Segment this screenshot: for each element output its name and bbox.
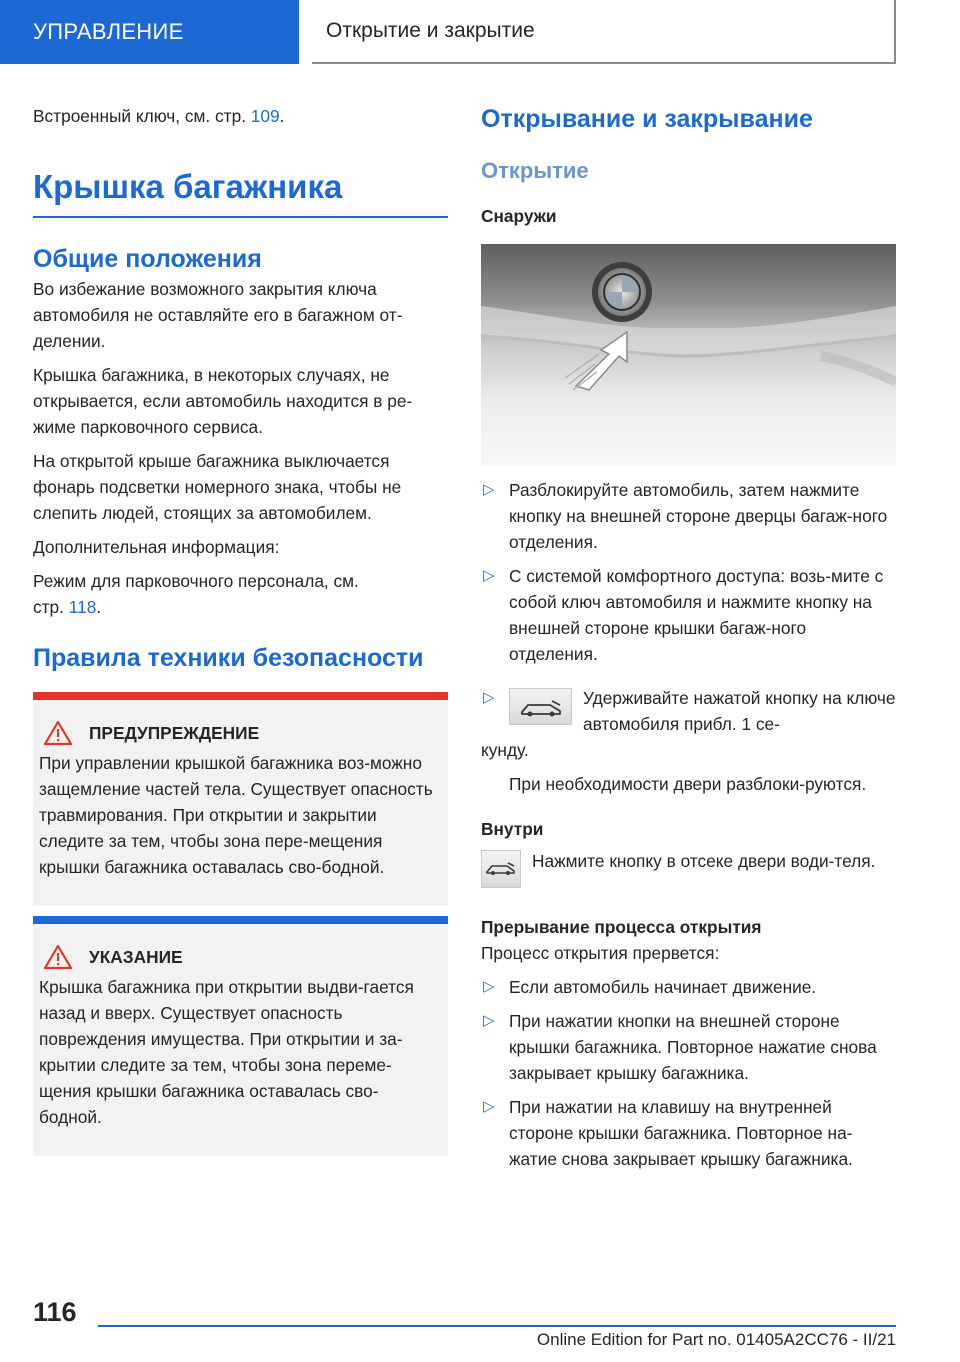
intro-paragraph xyxy=(33,103,448,129)
outside-steps-list xyxy=(481,477,896,797)
page-title: Крышка багажника xyxy=(33,168,343,205)
key-step-cont: кунду. xyxy=(481,740,529,760)
notice-title: УКАЗАНИЕ xyxy=(89,947,183,967)
step-text: Разблокируйте автомобиль, затем нажмите кнопку на внешней стороне дверцы багаж-ного отделения. xyxy=(509,480,888,552)
warning-text: При управлении крышкой багажника воз-можно защемление частей тела. Существует опасность травмирования. При открытии и закрытии следите за тем, чтобы зона пере-мещения крышки багажника оставалась сво-бодной. xyxy=(39,753,433,877)
warning-box xyxy=(33,692,448,906)
warning-triangle-icon xyxy=(43,720,73,746)
interrupt-text: Если автомобиль начинает движение. xyxy=(509,977,817,997)
list-item xyxy=(481,477,896,555)
open-heading: Открытие xyxy=(481,158,589,183)
inside-heading: Внутри xyxy=(481,819,544,839)
section-title-open-close: Открывание и закрывание xyxy=(481,105,813,133)
list-item xyxy=(481,1094,896,1172)
notice-text: Крышка багажника при открытии выдви-гается назад и вверх. Существует опасность повреждения имущества. При открытии и за-крытии следите за тем, чтобы зона переме-щения крышки багажника оставалась сво-бодной. xyxy=(39,977,414,1127)
inside-text: Нажмите кнопку в отсеке двери води-теля. xyxy=(532,851,876,871)
page-link-118[interactable]: 118 xyxy=(68,597,97,617)
page-link-109[interactable]: 109 xyxy=(250,106,280,126)
chapter-header xyxy=(312,0,896,64)
warning-body xyxy=(33,700,448,906)
outside-heading: Снаружи xyxy=(481,206,557,226)
notice-triangle-icon xyxy=(43,944,73,970)
interrupt-text: При нажатии на клавишу на внутренней стороне крышки багажника. Повторное на-жатие снова закрывает крышку багажника. xyxy=(509,1097,853,1169)
triangle-bullet-icon: ▷ xyxy=(483,567,495,584)
triangle-bullet-icon: ▷ xyxy=(483,689,495,706)
page-number: 116 xyxy=(33,1297,77,1327)
triangle-bullet-icon: ▷ xyxy=(483,1012,495,1029)
key-step-row xyxy=(509,685,896,737)
warning-title: ПРЕДУПРЕЖДЕНИЕ xyxy=(89,723,260,743)
triangle-bullet-icon: ▷ xyxy=(483,481,495,498)
ref-text-2: стр. xyxy=(33,597,69,617)
interrupt-heading: Прерывание процесса открытия xyxy=(481,917,762,937)
trunk-button-photo xyxy=(481,244,896,466)
step-text: С системой комфортного доступа: возь-мите с собой ключ автомобиля и нажмите кнопку на внешней стороне крышки багаж-ного отделения. xyxy=(509,566,884,664)
intro-end: . xyxy=(279,106,285,126)
section-title: УПРАВЛЕНИЕ xyxy=(33,19,184,44)
footer-rule xyxy=(98,1325,896,1327)
section-tab xyxy=(0,0,299,64)
left-column xyxy=(33,100,448,1156)
trunk-key-button-icon xyxy=(509,688,572,725)
paragraph-3: На открытой крыше багажника выключается фонарь подсветки номерного знака, чтобы не слепить людей, стоящих за автомобилем. xyxy=(33,451,402,523)
interrupt-text: При нажатии кнопки на внешней стороне крышки багажника. Повторное нажатие снова закрывает крышку багажника. xyxy=(509,1011,877,1083)
list-item xyxy=(481,974,896,1000)
key-step-note: При необходимости двери разблоки-руются. xyxy=(509,774,867,794)
trunk-illustration xyxy=(481,244,896,466)
list-item xyxy=(481,685,896,797)
key-step-text: Удерживайте нажатой кнопку на ключе автомобиля прибл. 1 се- xyxy=(583,688,896,734)
triangle-bullet-icon: ▷ xyxy=(483,1098,495,1115)
title-rule xyxy=(33,216,448,218)
notice-box xyxy=(33,916,448,1156)
list-item xyxy=(481,563,896,667)
triangle-bullet-icon: ▷ xyxy=(483,978,495,995)
warning-bar xyxy=(33,692,448,700)
intro-text: Встроенный ключ, см. стр. xyxy=(33,106,251,126)
safety-heading: Правила техники безопасности xyxy=(33,644,424,672)
ref-line-2 xyxy=(33,594,448,620)
ref-end: . xyxy=(96,597,102,617)
paragraph-1: Во избежание возможного закрытия ключа автомобиля не оставляйте его в багажном от-делении. xyxy=(33,279,403,351)
notice-bar xyxy=(33,916,448,924)
notice-header xyxy=(39,944,436,970)
paragraph-2: Крышка багажника, в некоторых случаях, не открывается, если автомобиль находится в ре-жиме парковочного сервиса. xyxy=(33,365,413,437)
edition-text: Online Edition for Part no. 01405A2CC76 - II/21 xyxy=(536,1330,896,1349)
key-step xyxy=(481,685,896,797)
interrupt-list xyxy=(481,974,896,1172)
right-column xyxy=(481,100,896,1172)
interrupt-intro: Процесс открытия прервется: xyxy=(481,943,720,963)
paragraph-4: Дополнительная информация: xyxy=(33,537,280,557)
inside-row xyxy=(481,848,896,888)
ref-line-1: Режим для парковочного персонала, см. xyxy=(33,571,359,591)
chapter-title: Открытие и закрытие xyxy=(326,19,535,42)
warning-header xyxy=(39,720,436,746)
notice-body xyxy=(33,924,448,1156)
general-heading: Общие положения xyxy=(33,245,262,273)
list-item xyxy=(481,1008,896,1086)
door-trunk-button-icon xyxy=(481,850,521,888)
